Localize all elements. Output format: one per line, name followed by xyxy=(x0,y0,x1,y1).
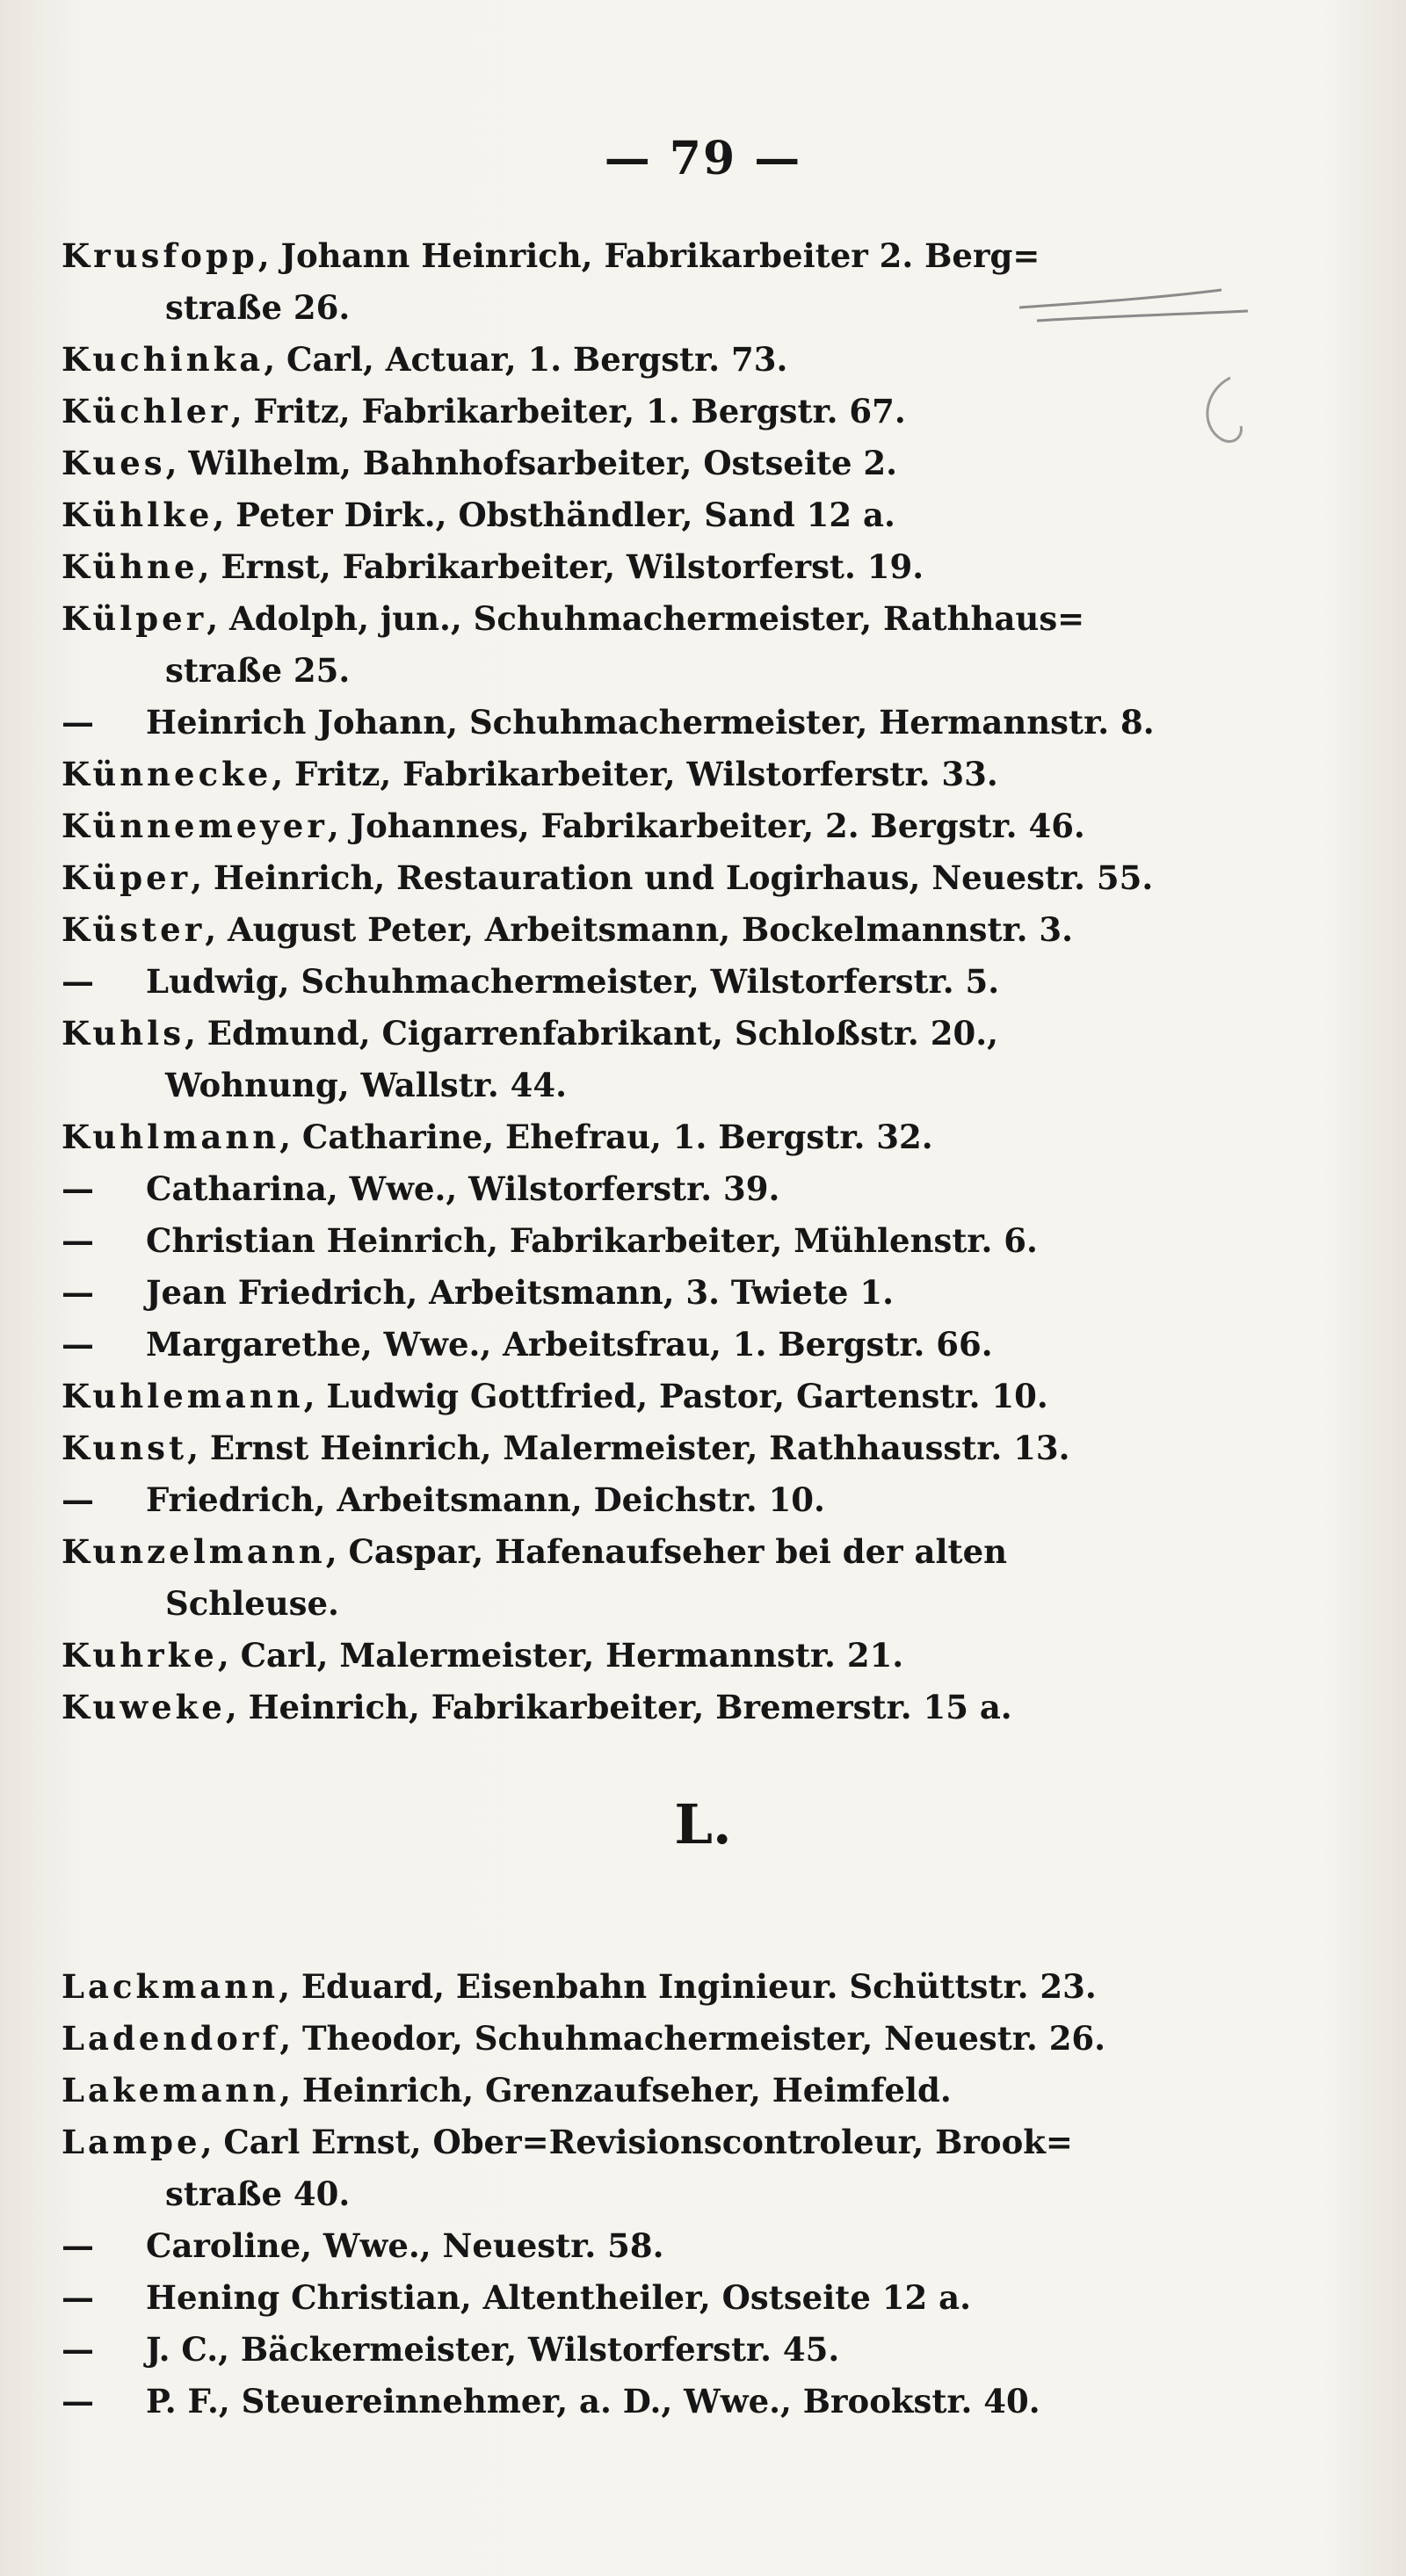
entry-details: , Fritz, Fabrikarbeiter, Wilstorferstr. 33. xyxy=(272,755,998,793)
entry-details: , August Peter, Arbeitsmann, Bockelmannstr. 3. xyxy=(205,910,1074,949)
entry-line xyxy=(62,444,897,482)
entry-details: , Adolph, jun., Schuhmachermeister, Rathhaus= xyxy=(207,599,1085,638)
entry-continuation: Schleuse. xyxy=(165,1584,339,1623)
entry-line xyxy=(62,2226,663,2265)
entry-line xyxy=(62,1429,1070,1467)
directory-entry xyxy=(62,2220,1178,2272)
entry-surname: Krusfopp xyxy=(62,236,258,275)
page-number: — 79 — xyxy=(604,132,802,185)
directory-entry xyxy=(62,697,1178,749)
entry-line xyxy=(62,858,1153,897)
directory-entry xyxy=(62,1267,1178,1319)
directory-entry xyxy=(62,1474,1178,1526)
entry-details: , Theodor, Schuhmachermeister, Neuestr. 26. xyxy=(279,2019,1106,2058)
entry-surname: Künnemeyer xyxy=(62,807,328,845)
entry-line xyxy=(62,1532,1007,1571)
entry-surname: Kuhrke xyxy=(62,1636,218,1675)
entry-continuation: straße 25. xyxy=(165,651,351,690)
entry-line xyxy=(62,1480,825,1519)
entry-details: , Edmund, Cigarrenfabrikant, Schloßstr. 20., xyxy=(185,1014,998,1053)
entry-details: , Peter Dirk., Obsthändler, Sand 12 a. xyxy=(213,496,895,534)
directory-entry xyxy=(62,1961,1178,2013)
directory-entry xyxy=(62,800,1178,852)
directory-entry xyxy=(62,1319,1178,1371)
ditto-dash: — xyxy=(62,1480,94,1519)
directory-entry xyxy=(62,956,1178,1008)
entry-line xyxy=(62,547,924,586)
entry-details: J. C., Bäckermeister, Wilstorferstr. 45. xyxy=(146,2330,840,2369)
directory-entry xyxy=(62,749,1178,800)
directory-entry xyxy=(62,2065,1178,2117)
entry-surname: Künnecke xyxy=(62,755,272,793)
directory-entry xyxy=(62,1422,1178,1474)
entry-surname: Lackmann xyxy=(62,1967,279,2006)
entry-continuation: Wohnung, Wallstr. 44. xyxy=(165,1066,568,1104)
ditto-dash: — xyxy=(62,703,94,742)
directory-entry xyxy=(62,593,1178,697)
entry-line xyxy=(62,703,1155,742)
entry-surname: Lampe xyxy=(62,2123,201,2161)
directory-entry xyxy=(62,489,1178,541)
entries-l-list xyxy=(62,1961,1178,2428)
directory-entry xyxy=(62,2013,1178,2065)
entry-line xyxy=(62,2071,952,2109)
entry-details: , Carl, Malermeister, Hermannstr. 21. xyxy=(217,1636,904,1675)
directory-entry xyxy=(62,1371,1178,1422)
entry-surname: Kuhlmann xyxy=(62,1118,280,1156)
entry-line xyxy=(62,755,998,793)
entry-details: , Heinrich, Grenzaufseher, Heimfeld. xyxy=(279,2071,952,2109)
entry-details: Friedrich, Arbeitsmann, Deichstr. 10. xyxy=(146,1480,825,1519)
ditto-dash: — xyxy=(62,1221,94,1260)
ditto-dash: — xyxy=(62,2382,94,2420)
entry-surname: Küster xyxy=(62,910,206,949)
entry-details: Jean Friedrich, Arbeitsmann, 3. Twiete 1. xyxy=(146,1273,894,1312)
ditto-dash: — xyxy=(62,962,94,1001)
entry-line xyxy=(62,1967,1097,2006)
directory-entry xyxy=(62,438,1178,489)
section-letter-heading: L. xyxy=(674,1792,732,1856)
directory-entry xyxy=(62,2376,1178,2428)
entry-details: , Eduard, Eisenbahn Inginieur. Schüttstr. 23. xyxy=(279,1967,1097,2006)
entry-line xyxy=(62,392,906,431)
entry-line xyxy=(62,910,1073,949)
entry-details: Caroline, Wwe., Neuestr. 58. xyxy=(146,2226,664,2265)
entry-surname: Kunst xyxy=(62,1429,188,1467)
directory-entry xyxy=(62,1526,1178,1630)
directory-entry xyxy=(62,2117,1178,2220)
directory-entry xyxy=(62,852,1178,904)
directory-entry xyxy=(62,386,1178,438)
directory-entry xyxy=(62,2272,1178,2324)
entry-surname: Kuhlemann xyxy=(62,1377,304,1415)
entry-surname: Lakemann xyxy=(62,2071,280,2109)
entry-details: Catharina, Wwe., Wilstorferstr. 39. xyxy=(146,1169,780,1208)
entry-details: Christian Heinrich, Fabrikarbeiter, Mühlenstr. 6. xyxy=(146,1221,1038,1260)
entry-surname: Kühne xyxy=(62,547,199,586)
entry-surname: Kuchinka xyxy=(62,340,265,379)
entry-line xyxy=(62,1325,993,1364)
entry-line xyxy=(62,2278,971,2317)
entry-line xyxy=(62,496,895,534)
entry-surname: Küper xyxy=(62,858,192,897)
directory-entry xyxy=(62,904,1178,956)
directory-entry xyxy=(62,1163,1178,1215)
entry-details: , Caspar, Hafenaufseher bei der alten xyxy=(325,1532,1008,1571)
entry-line xyxy=(62,236,1040,275)
entry-details: , Carl, Actuar, 1. Bergstr. 73. xyxy=(264,340,788,379)
entry-line xyxy=(62,1118,933,1156)
entry-details: Ludwig, Schuhmachermeister, Wilstorferstr. 5. xyxy=(146,962,1000,1001)
entry-line xyxy=(62,807,1085,845)
entry-details: , Fritz, Fabrikarbeiter, 1. Bergstr. 67. xyxy=(230,392,906,431)
ditto-dash: — xyxy=(62,2330,94,2369)
ditto-dash: — xyxy=(62,1325,94,1364)
directory-entry xyxy=(62,1682,1178,1733)
ditto-dash: — xyxy=(62,2226,94,2265)
entry-details: , Ludwig Gottfried, Pastor, Gartenstr. 10. xyxy=(303,1377,1048,1415)
entry-line xyxy=(62,2019,1105,2058)
ditto-dash: — xyxy=(62,2278,94,2317)
entries-k-list xyxy=(62,230,1178,1733)
ditto-dash: — xyxy=(62,1169,94,1208)
entry-surname: Kühlke xyxy=(62,496,214,534)
entry-details: , Johann Heinrich, Fabrikarbeiter 2. Berg= xyxy=(257,236,1040,275)
entry-surname: Küchler xyxy=(62,392,231,431)
entry-line xyxy=(62,2123,1073,2161)
entry-surname: Ladendorf xyxy=(62,2019,280,2058)
entry-details: , Heinrich, Restauration und Logirhaus, Neuestr. 55. xyxy=(191,858,1154,897)
directory-entry xyxy=(62,1008,1178,1111)
entry-details: , Ernst, Fabrikarbeiter, Wilstorferst. 19. xyxy=(198,547,924,586)
entry-line xyxy=(62,1014,998,1053)
directory-entry xyxy=(62,1215,1178,1267)
entry-details: Margarethe, Wwe., Arbeitsfrau, 1. Bergstr. 66. xyxy=(146,1325,993,1364)
entry-line xyxy=(62,1688,1012,1726)
directory-entry xyxy=(62,1630,1178,1682)
entry-details: , Johannes, Fabrikarbeiter, 2. Bergstr. 46. xyxy=(327,807,1085,845)
entry-line xyxy=(62,962,999,1001)
directory-entry xyxy=(62,2324,1178,2376)
entry-details: P. F., Steuereinnehmer, a. D., Wwe., Brookstr. 40. xyxy=(146,2382,1040,2420)
entry-line xyxy=(62,599,1084,638)
entry-details: , Carl Ernst, Ober=Revisionscontroleur, Brook= xyxy=(200,2123,1073,2161)
entry-surname: Kuweke xyxy=(62,1688,226,1726)
entry-details: , Heinrich, Fabrikarbeiter, Bremerstr. 15 a. xyxy=(225,1688,1012,1726)
entry-line xyxy=(62,2382,1040,2420)
entry-details: , Wilhelm, Bahnhofsarbeiter, Ostseite 2. xyxy=(165,444,898,482)
directory-entry xyxy=(62,1111,1178,1163)
entry-continuation: straße 40. xyxy=(165,2174,351,2213)
entry-continuation: straße 26. xyxy=(165,288,351,327)
entry-details: , Catharine, Ehefrau, 1. Bergstr. 32. xyxy=(279,1118,933,1156)
entry-line xyxy=(62,2330,839,2369)
entry-line xyxy=(62,1273,894,1312)
directory-entry xyxy=(62,541,1178,593)
entry-details: Hening Christian, Altentheiler, Ostseite 12 a. xyxy=(146,2278,971,2317)
entry-line xyxy=(62,1169,779,1208)
entry-line xyxy=(62,1636,903,1675)
entry-surname: Kuhls xyxy=(62,1014,185,1053)
entry-line xyxy=(62,1221,1038,1260)
entry-surname: Külper xyxy=(62,599,207,638)
directory-entry xyxy=(62,334,1178,386)
directory-entry xyxy=(62,230,1178,334)
entry-line xyxy=(62,340,787,379)
entry-surname: Kunzelmann xyxy=(62,1532,326,1571)
ditto-dash: — xyxy=(62,1273,94,1312)
entry-details: Heinrich Johann, Schuhmachermeister, Hermannstr. 8. xyxy=(146,703,1155,742)
entry-details: , Ernst Heinrich, Malermeister, Rathhausstr. 13. xyxy=(187,1429,1070,1467)
entry-surname: Kues xyxy=(62,444,166,482)
entry-line xyxy=(62,1377,1048,1415)
